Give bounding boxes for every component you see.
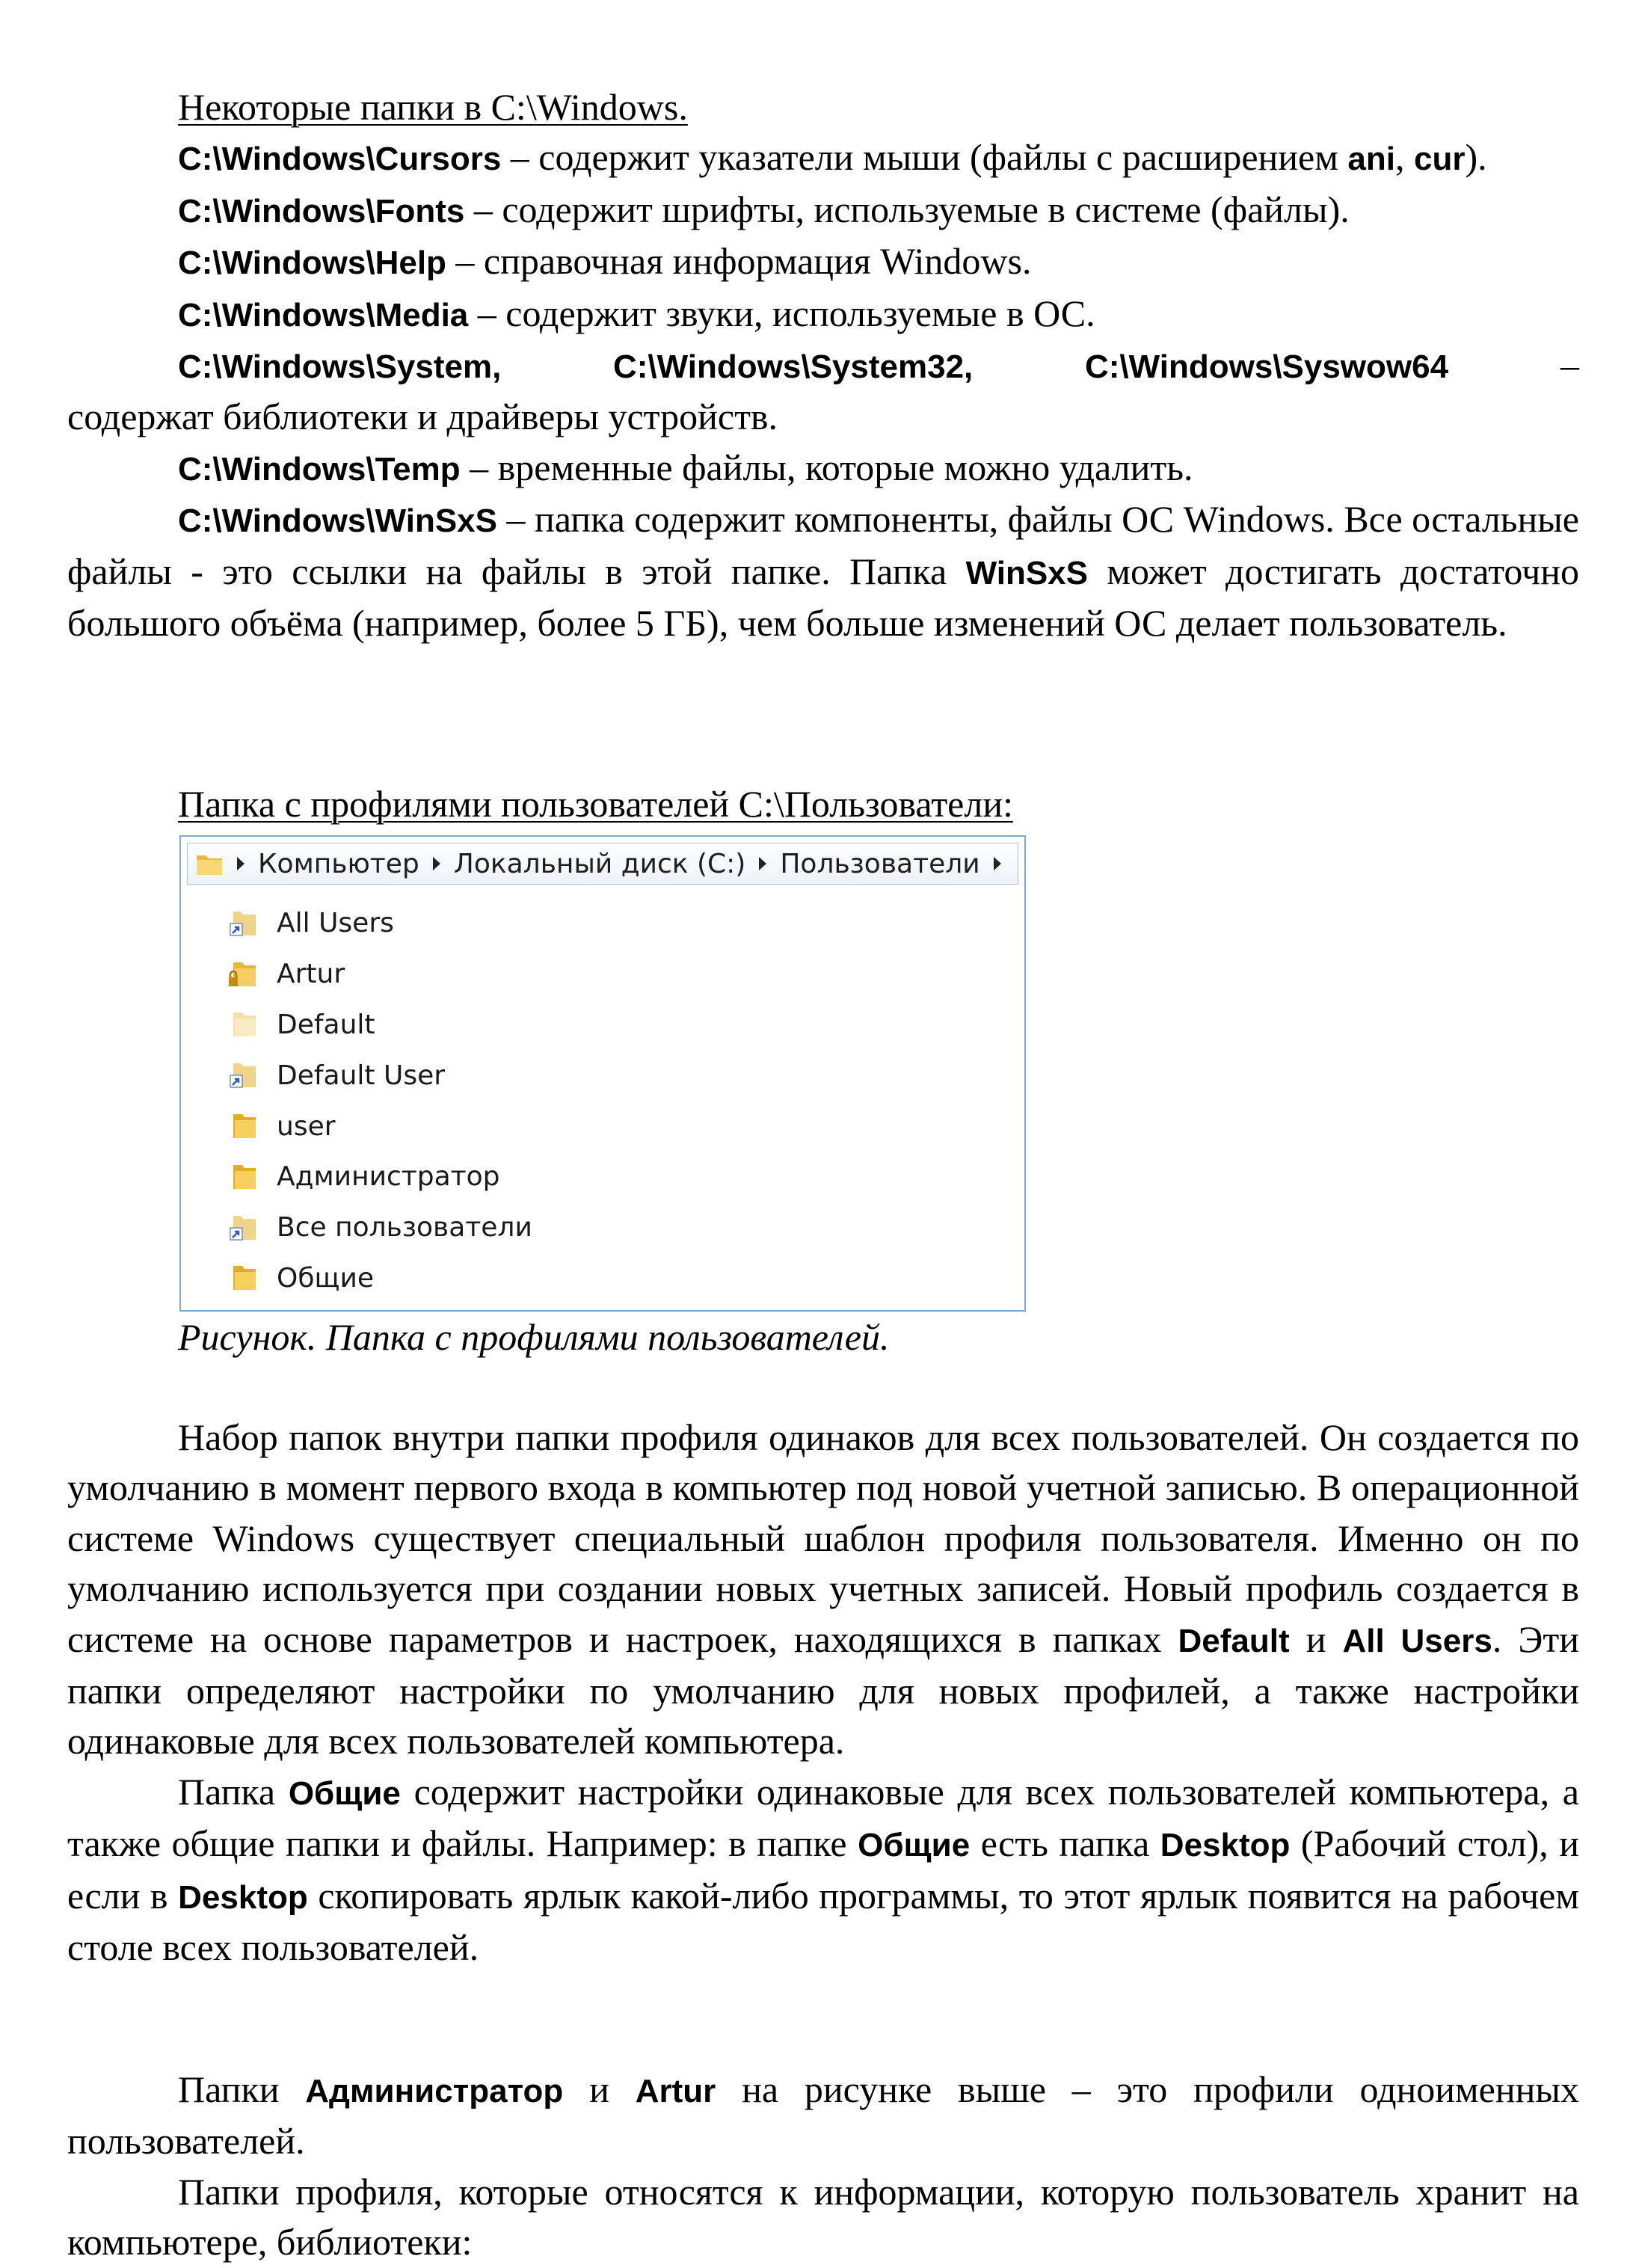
section-profiles (67, 779, 1579, 829)
section-heading: Папка с профилями пользователей C:\Пользователи: (178, 783, 1013, 825)
paragraph-libraries: Папки профиля, которые относятся к информации, которую пользователь хранит на компьютере, библиотеки: (67, 2170, 1579, 2264)
folder-hidden-icon (226, 1009, 260, 1039)
path-system32: C:\Windows\System32 (613, 348, 965, 386)
path-media: C:\Windows\Media (178, 296, 469, 334)
folder-shortcut-icon (226, 1060, 260, 1090)
folder-list (226, 898, 1009, 1303)
folder-icon (226, 1111, 260, 1141)
section-heading: Некоторые папки в C:\Windows. (178, 86, 688, 128)
list-item[interactable]: All Users (226, 898, 1009, 949)
list-item[interactable]: Default User (226, 1050, 1009, 1101)
paragraph-cursors: C:\Windows\Cursors – содержит указатели мыши (файлы с расширением ani, cur). (178, 136, 1487, 179)
path-temp: C:\Windows\Temp (178, 450, 461, 488)
paragraph-media: C:\Windows\Media – содержит звуки, используемые в ОС. (178, 292, 1095, 334)
breadcrumb-users[interactable]: Пользователи (780, 848, 980, 879)
path-syswow64: C:\Windows\Syswow64 (1084, 348, 1449, 386)
breadcrumb-separator-icon[interactable] (237, 857, 245, 870)
paragraph-admin-artur: Папки Администратор и Artur на рисунке выше – это профили одноименных пользователей. (67, 2068, 1579, 2163)
list-item[interactable]: Общие (226, 1253, 1009, 1304)
paragraph-winsxs: C:\Windows\WinSxS – папка содержит компоненты, файлы ОС Windows. Все остальные файлы - это ссылки на файлы в этой папке. Папка WinSxS может достигать достаточно большого объёма (например, более 5 ГБ), чем больше изменений ОС делает пользователь. (67, 498, 1579, 645)
explorer-window (179, 835, 1026, 1312)
paragraph-fonts: C:\Windows\Fonts – содержит шрифты, используемые в системе (файлы). (178, 188, 1350, 230)
folder-icon (195, 851, 224, 876)
folder-shortcut-icon (226, 909, 260, 938)
paragraph-help: C:\Windows\Help – справочная информация Windows. (178, 240, 1032, 283)
section-user-profiles (67, 2065, 1579, 2268)
folder-locked-icon (226, 959, 260, 989)
paragraph-profile-template: Набор папок внутри папки профиля одинаков для всех пользователей. Он создается по умолчанию в момент первого входа в компьютер под новой учетной записью. В операционной системе Windows существует специальный шаблон профиля пользователя. Именно он по умолчанию используется при создании новых учетных записей. Новый профиль создается в системе на основе параметров и настроек, находящихся в папках Default и All Users. Эти папки определяют настройки по умолчанию для новых профилей, а также настройки одинаковые для всех пользователей компьютера. (67, 1416, 1579, 1763)
list-item[interactable]: Default (226, 1000, 1009, 1051)
list-item[interactable]: Artur (226, 949, 1009, 1000)
paragraph-public-folder: Папка Общие содержит настройки одинаковые для всех пользователей компьютера, а также общие папки и файлы. Например: в папке Общие есть папка Desktop (Рабочий стол), и если в Desktop скопировать ярлык какой-либо программы, то этот ярлык появится на рабочем столе всех пользователей. (67, 1770, 1579, 1969)
list-item[interactable]: user (226, 1101, 1009, 1152)
path-cursors: C:\Windows\Cursors (178, 141, 502, 178)
breadcrumb-local-disk[interactable]: Локальный диск (C:) (453, 848, 746, 879)
breadcrumb-computer[interactable]: Компьютер (258, 848, 419, 879)
paragraph-temp: C:\Windows\Temp – временные файлы, которые можно удалить. (178, 446, 1193, 488)
path-fonts: C:\Windows\Fonts (178, 192, 465, 230)
breadcrumb-separator-icon[interactable] (433, 857, 440, 870)
figure-caption: Рисунок. Папка с профилями пользователей. (178, 1316, 890, 1358)
figure-caption-block (67, 1312, 1579, 1362)
folder-icon (226, 1263, 260, 1293)
list-item[interactable]: Все пользователи (226, 1202, 1009, 1253)
breadcrumb-separator-icon[interactable] (994, 857, 1001, 870)
folder-icon (226, 1162, 260, 1192)
path-system: C:\Windows\System (178, 348, 493, 386)
section-profile-template (67, 1413, 1579, 1973)
breadcrumb-separator-icon[interactable] (759, 857, 766, 870)
paragraph-system: C:\Windows\System, C:\Windows\System32, C:\Windows\Syswow64 – содержат библиотеки и драйверы устройств. (67, 344, 1580, 438)
section-windows-folders (67, 82, 1579, 648)
list-item[interactable]: Администратор (226, 1152, 1009, 1202)
path-help: C:\Windows\Help (178, 245, 446, 282)
folder-shortcut-icon (226, 1213, 260, 1243)
path-winsxs: C:\Windows\WinSxS (178, 503, 497, 540)
address-bar[interactable] (187, 843, 1018, 885)
